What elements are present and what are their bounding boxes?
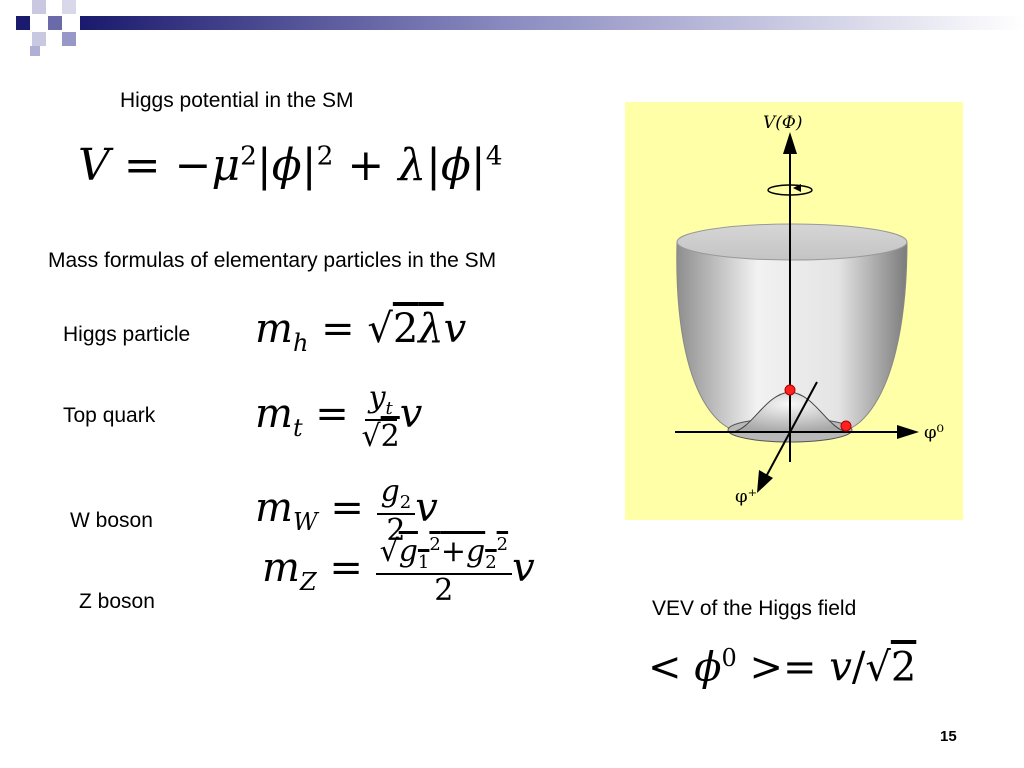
header-decoration [0, 0, 1024, 60]
z-boson-label: Z boson [79, 590, 155, 613]
header-square-small [30, 46, 40, 56]
phi0-axis-label: φ⁰ [924, 422, 944, 443]
vacuum-point-marker [841, 421, 851, 431]
higgs-potential-title: Higgs potential in the SM [120, 89, 354, 112]
top-mass-formula: $m_t$ = $\frac{y_t}{√2}$ v [255, 380, 423, 454]
mass-formulas-title: Mass formulas of elementary particles in the SM [48, 249, 497, 272]
header-square-mid [48, 16, 62, 30]
higgs-potential-formula: $V = -\mu^2|\phi|^2 + \lambda|\phi|^4$ [78, 140, 503, 191]
z-mass-formula: $m_Z$ = $\frac{√g_1^2+g_2^2}{2}$ v [262, 534, 535, 608]
potential-plot-svg [625, 102, 963, 520]
vev-title: VEV of the Higgs field [652, 597, 857, 620]
top-quark-label: Top quark [63, 404, 156, 427]
potential-rim [677, 224, 907, 260]
v-axis-label: V(Φ) [763, 113, 803, 133]
header-square-light [32, 0, 46, 14]
header-square-light [62, 0, 76, 14]
vev-formula: < $\phi^0 >= v/√2$ [648, 644, 917, 691]
header-square-light [32, 32, 46, 46]
unstable-point-marker [785, 385, 795, 395]
header-gradient-bar [80, 16, 1024, 30]
higgs-particle-label: Higgs particle [63, 323, 191, 346]
header-square-dark [16, 16, 30, 30]
header-square-mid [62, 32, 76, 46]
page-number: 15 [940, 728, 957, 745]
w-boson-label: W boson [70, 509, 153, 532]
phiplus-axis-label: φ⁺ [735, 486, 758, 507]
higgs-potential-figure [625, 102, 963, 520]
w-mass-formula: $m_W$ = $\frac{g_2}{2}$ v [255, 474, 438, 548]
higgs-mass-formula: $m_h = √2\lambda v$ [255, 306, 467, 357]
